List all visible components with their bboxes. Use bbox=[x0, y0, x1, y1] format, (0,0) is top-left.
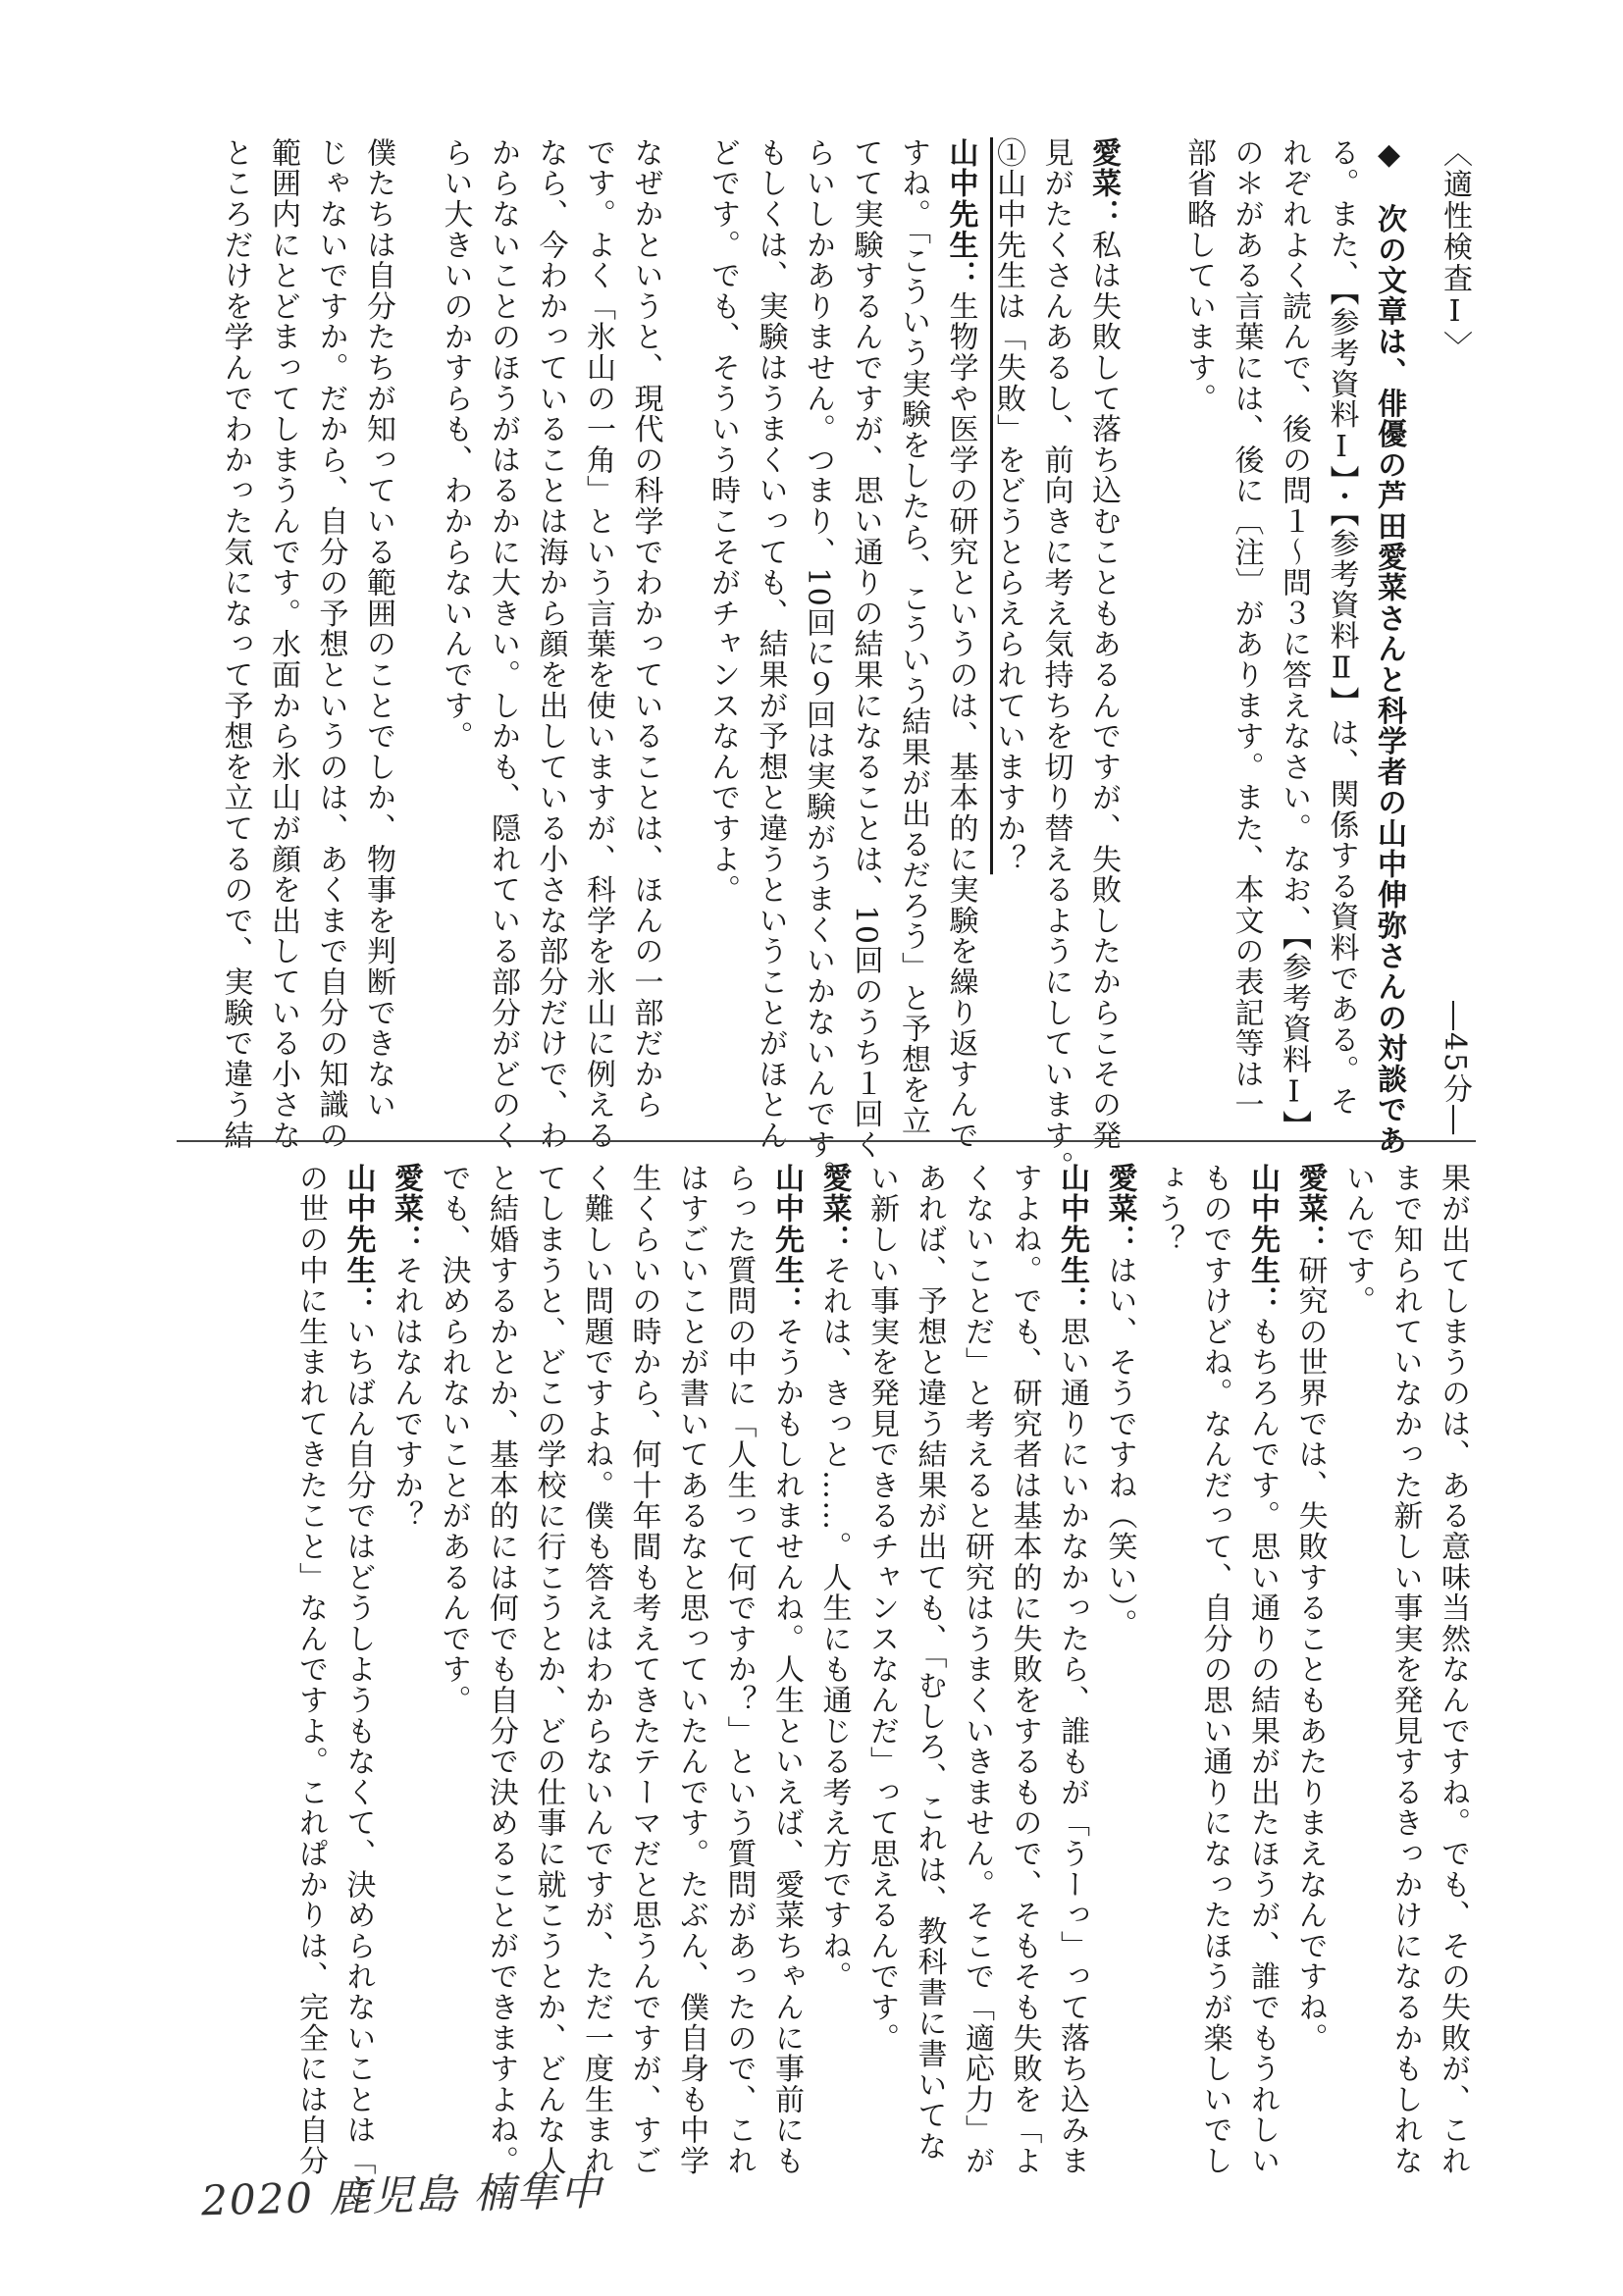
dialogue-line: 範囲内にとどまってしまうんです。水面から氷山が顔を出している小さな bbox=[266, 137, 300, 1151]
dialogue-line: らいしかありません。つまり、10回に９回は実験がうまくいかないんです。 bbox=[801, 137, 835, 1191]
dialogue-line bbox=[1079, 137, 1127, 1151]
intro-line: ◆ 次の文章は、俳優の芦田愛菜さんと科学者の山中伸弥さんの対談であ bbox=[1372, 137, 1406, 1156]
dialogue-line: いんです。 bbox=[1340, 1163, 1375, 1317]
dialogue-line bbox=[382, 1163, 430, 2154]
dialogue-line: ところだけを学んでわかった気になって予想を立てるので、実験で違う結 bbox=[218, 137, 253, 1151]
dialogue-line bbox=[334, 1163, 382, 2208]
section-title: 〈適性検査Ⅰ〉 bbox=[1438, 137, 1472, 362]
speaker-aina: 愛菜： bbox=[1086, 137, 1121, 230]
dialogue-line: どです。でも、そういう時こそがチャンスなんですよ。 bbox=[706, 137, 740, 906]
utterance: もちろんです。思い通りの結果が出たほうが、誰でもうれしい bbox=[1245, 1316, 1280, 2176]
dialogue-line: 生くらいの時から、何十年間も考えてきたテーマだと思うんですが、すご bbox=[626, 1163, 661, 2176]
dialogue-line: まで知られていなかった新しい事実を発見するきっかけになるかもしれな bbox=[1387, 1163, 1423, 2176]
intro-line: れぞれよく読んで、後の問１〜問３に答えなさい。なお、【参考資料Ⅰ】 bbox=[1277, 137, 1311, 1141]
intro-line: 部省略しています。 bbox=[1181, 137, 1216, 414]
utterance: 生物学や医学の研究というのは、基本的に実験を繰り返すんで bbox=[943, 290, 978, 1151]
speaker-aina: 愛菜： bbox=[389, 1163, 423, 1255]
utterance: いちばん自分ではどうしようもなくて、決められないことは「こ bbox=[340, 1316, 376, 2208]
utterance: 研究の世界では、失敗することもあたりまえなんですね。 bbox=[1292, 1254, 1328, 2054]
dialogue-line: じゃないですか。だから、自分の予想というのは、あくまで自分の知識の bbox=[313, 137, 348, 1151]
section-divider bbox=[177, 1140, 1476, 1142]
dialogue-line: なら、今わかっていることは海から顔を出している小さな部分だけで、わ bbox=[533, 137, 568, 1151]
dialogue-line: らった質問の中に「人生って何ですか？」という質問があったので、これ bbox=[721, 1163, 757, 2176]
dialogue-line: はすごいことが書いてあるなと思っていたんです。たぶん、僕自身も中学 bbox=[674, 1163, 708, 2176]
dialogue-line: くないことだ」と考えると研究はうまくいきません。そこで「適応力」が bbox=[960, 1163, 994, 2176]
dialogue-line bbox=[936, 137, 984, 1151]
dialogue-line bbox=[762, 1163, 811, 2176]
speaker-yamanaka: 山中先生： bbox=[769, 1163, 804, 1317]
dialogue-line: すよね。でも、研究者は基本的に失敗をするもので、そもそも失敗を「よ bbox=[1007, 1163, 1042, 2176]
intro-line: る。また、【参考資料Ⅰ】・【参考資料Ⅱ】は、関係する資料である。そ bbox=[1324, 137, 1359, 1117]
dialogue-line: てて実験するんですが、思い通りの結果になることは、10回のうち１回く bbox=[848, 137, 883, 1161]
utterance: 思い通りにいかなかったら、誰もが「うーっ」って落ち込みま bbox=[1055, 1316, 1089, 2176]
dialogue-line: ものですけどね。なんだって、自分の思い通りになったほうが楽しいでし bbox=[1197, 1163, 1232, 2176]
dialogue-line: でも、決められないことがあるんです。 bbox=[436, 1163, 471, 1716]
dialogue-line: ょう？ bbox=[1150, 1163, 1184, 1255]
utterance: 私は失敗して落ち込むこともあるんですが、失敗したからこその発 bbox=[1086, 229, 1121, 1151]
dialogue-line: 果が出てしまうのは、ある意味当然なんですね。でも、その失敗が、これ bbox=[1436, 1163, 1470, 2176]
dialogue-line: 僕たちは自分たちが知っている範囲のことでしか、物事を判断できない bbox=[361, 137, 395, 1121]
upper-text-block bbox=[156, 137, 1412, 1191]
dialogue-line: なぜかというと、現代の科学でわかっていることは、ほんの一部だから bbox=[628, 137, 663, 1121]
dialogue-line: の世の中に生まれてきたこと」なんですよ。これぱかりは、完全には自分 bbox=[293, 1163, 328, 2176]
utterance: それは、きっと……。人生にも通じる考え方ですね。 bbox=[816, 1254, 852, 1993]
dialogue-line bbox=[1285, 1163, 1334, 2154]
dialogue-line: からないことのほうがはるかに大きい。しかも、隠れている部分がどのく bbox=[486, 137, 520, 1151]
dialogue-line: と結婚するかとか、基本的には何でも自分で決めることができますよね。 bbox=[484, 1163, 518, 2176]
dialogue-line: てしまうと、どこの学校に行こうとか、どの仕事に就こうとか、どんな人 bbox=[531, 1163, 566, 2176]
dialogue-line bbox=[810, 1163, 858, 2154]
dialogue-line bbox=[1095, 1163, 1143, 2154]
question-1: ①山中先生は「失敗」をどうとらえられていますか？ bbox=[991, 137, 1025, 875]
dialogue-line: らい大きいのかすらも、わからないんです。 bbox=[438, 137, 473, 752]
speaker-aina: 愛菜： bbox=[816, 1163, 852, 1255]
dialogue-line: もしくは、実験はうまくいっても、結果が予想と違うということがほとん bbox=[753, 137, 788, 1151]
speaker-yamanaka: 山中先生： bbox=[1055, 1163, 1089, 1317]
dialogue-line: あれば、予想と違う結果が出ても、「むしろ、これは、教科書に書いてな bbox=[912, 1163, 947, 2162]
dialogue-line: く難しい問題ですよね。僕も答えはわからないんですが、ただ一度生まれ bbox=[579, 1163, 613, 2176]
dialogue-line: すね。「こういう実験をしたら、こういう結果が出るだろう」と予想を立 bbox=[896, 137, 930, 1136]
speaker-aina: 愛菜： bbox=[1292, 1163, 1328, 1255]
handwritten-note: 2020 鹿児島 楠隼中 bbox=[200, 2166, 604, 2225]
dialogue-line: です。よく「氷山の一角」という言葉を使いますが、科学を氷山に例える bbox=[581, 137, 615, 1151]
utterance: そうかもしれませんね。人生といえば、愛菜ちゃんに事前にも bbox=[769, 1316, 804, 2176]
dialogue-line bbox=[1048, 1163, 1096, 2176]
utterance: それはなんですか？ bbox=[389, 1254, 423, 1532]
utterance: はい、そうですね（笑い）。 bbox=[1102, 1254, 1137, 1640]
speaker-yamanaka: 山中先生： bbox=[943, 137, 978, 291]
dialogue-line: 見がたくさんあるし、前向きに考え気持ちを切り替えるようにしています。 bbox=[1038, 137, 1073, 1182]
spacer-line bbox=[1126, 137, 1175, 1119]
dialogue-line: い新しい事実を発見できるチャンスなんだ」って思えるんです。 bbox=[864, 1163, 899, 2054]
speaker-aina: 愛菜： bbox=[1102, 1163, 1137, 1255]
intro-line: の＊がある言葉には、後に〔注〕があります。また、本文の表記等は一 bbox=[1229, 137, 1264, 1121]
time-limit: ―45分― bbox=[1438, 1001, 1472, 1137]
dialogue-line bbox=[1238, 1163, 1286, 2176]
speaker-yamanaka: 山中先生： bbox=[1245, 1163, 1280, 1317]
speaker-yamanaka: 山中先生： bbox=[340, 1163, 376, 1317]
